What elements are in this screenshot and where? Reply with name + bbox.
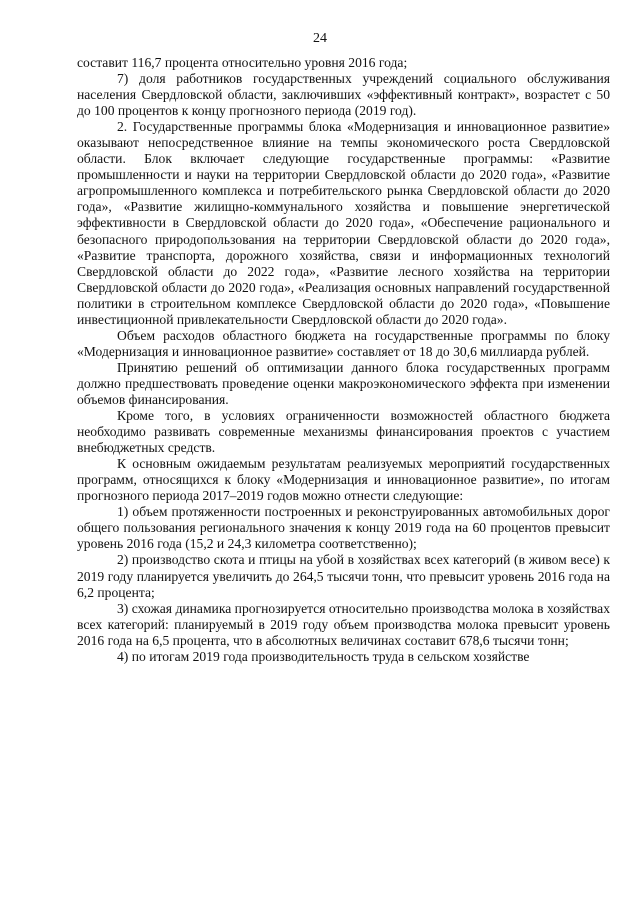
- paragraph-budget: Объем расходов областного бюджета на государственные программы по блоку «Модернизация и инновационное развитие» составляет от 18 до 30,6 миллиарда рублей.: [77, 327, 610, 359]
- paragraph-item-7: 7) доля работников государственных учреждений социального обслуживания населения Свердловской области, заключивших «эффективный контракт», возрастет с 50 до 100 процентов к концу прогнозного периода (2019 год).: [77, 71, 610, 119]
- paragraph-expected-results: К основным ожидаемым результатам реализуемых мероприятий государственных программ, относящихся к блоку «Модернизация и инновационное развитие», по итогам прогнозного периода 2017–2019 годов можно отнести следующие:: [77, 456, 610, 504]
- paragraph-financing: Кроме того, в условиях ограниченности возможностей областного бюджета необходимо развивать современные механизмы финансирования проектов с участием внебюджетных средств.: [77, 408, 610, 456]
- paragraph-optimization: Принятию решений об оптимизации данного блока государственных программ должно предшествовать проведение оценки макроэкономического эффекта при изменении объемов финансирования.: [77, 359, 610, 407]
- paragraph-result-2: 2) производство скота и птицы на убой в хозяйствах всех категорий (в живом весе) к 2019 году планируется увеличить до 264,5 тысячи тонн, что превысит уровень 2016 года на 6,2 процента;: [77, 552, 610, 600]
- paragraph-result-4: 4) по итогам 2019 года производительность труда в сельском хозяйстве: [117, 648, 530, 664]
- paragraph-result-1: 1) объем протяженности построенных и реконструированных автомобильных дорог общего пользования регионального значения к концу 2019 года на 60 процентов превысит уровень 2016 года (15,2 и 24,3 километра соответственно);: [77, 504, 610, 552]
- paragraph-section-2: 2. Государственные программы блока «Модернизация и инновационное развитие» оказывают непосредственное влияние на темпы экономического роста Свердловской области. Блок включает следующие государственные программы: «Развитие промышленности и науки на территории Свердловской области до 2020 года», «Развитие агропромышленного комплекса и потребительского рынка Свердловской области до 2020 года», «Развитие жилищно-коммунального хозяйства и повышение энергетической эффективности в Свердловской области до 2020 года», «Обеспечение рационального и безопасного природопользования на территории Свердловской области до 2020 года», «Развитие транспорта, дорожного хозяйства, связи и информационных технологий Свердловской области до 2022 года», «Развитие лесного хозяйства на территории Свердловской области до 2020 года», «Реализация основных направлений государственной политики в строительном комплексе Свердловской области до 2020 года», «Повышение инвестиционной привлекательности Свердловской области до 2020 года».: [77, 119, 610, 327]
- page-number: 24: [313, 31, 327, 46]
- paragraph-result-3: 3) схожая динамика прогнозируется относительно производства молока в хозяйствах всех категорий: планируемый в 2019 году объем производства молока превысит уровень 2016 года на 6,5 процента, что в абсолютных величинах составит 678,6 тысячи тонн;: [77, 600, 610, 648]
- document-body: [77, 55, 610, 665]
- paragraph-continuation: составит 116,7 процента относительно уровня 2016 года;: [77, 55, 408, 70]
